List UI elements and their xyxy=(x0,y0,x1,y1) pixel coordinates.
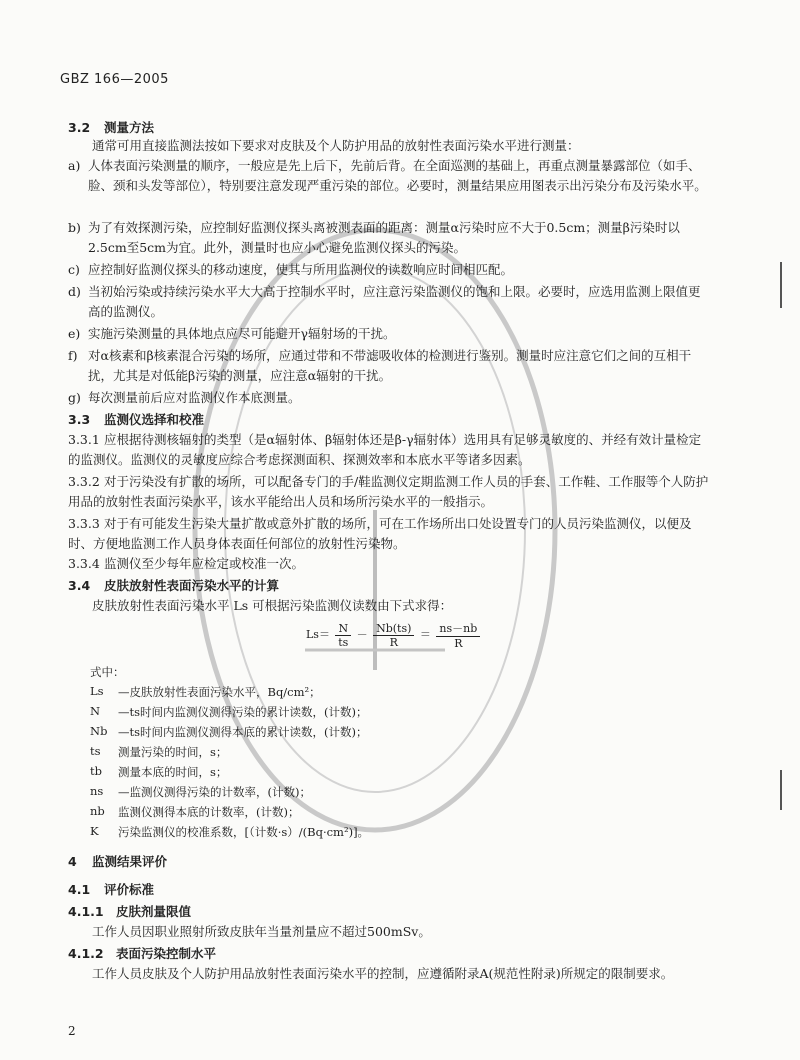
clause-4-1-1-text: 工作人员因职业照射所致皮肤年当量剂量应不超过500mSv。 xyxy=(92,924,431,939)
clause-4-1-2-text: 工作人员皮肤及个人防护用品放射性表面污染水平的控制，应遵循附录A(规范性附录)所规定的限制要求。 xyxy=(92,966,674,981)
section-4-1-1-heading: 4.1.1 皮肤剂量限值 xyxy=(68,904,192,919)
clause-3-3-3: 3.3.3 对于有可能发生污染大量扩散或意外扩散的场所，可在工作场所出口处设置专门的人员污染监测仪，以便及时、方便地监测工作人员身体表面任何部位的放射性污染物。 xyxy=(68,516,692,551)
standard-code: GBZ 166—2005 xyxy=(60,72,169,87)
section-3-2-intro: 通常可用直接监测法按如下要求对皮肤及个人防护用品的放射性表面污染水平进行测量： xyxy=(92,138,580,153)
section-4-1-heading: 4.1 评价标准 xyxy=(68,882,155,897)
list-item-e: e) 实施污染测量的具体地点应尽可能避开γ辐射场的干扰。 xyxy=(68,326,396,341)
section-4-heading: 4 监测结果评价 xyxy=(68,854,168,869)
clause-3-3-4: 3.3.4 监测仪至少每年应检定或校准一次。 xyxy=(68,556,305,571)
list-item-b: b) 为了有效探测污染，应控制好监测仪探头离被测表面的距离：测量α污染时应不大于0.5cm；测量β污染时以2.5cm至5cm为宜。此外，测量时也应小心避免监测仪探头的污染。 xyxy=(68,220,680,255)
list-item-f: f) 对α核素和β核素混合污染的场所，应通过带和不带滤吸收体的检测进行鉴别。测量时应注意它们之间的互相干扰，尤其是对低能β污染的测量，应注意α辐射的干扰。 xyxy=(68,348,692,383)
clause-3-3-1: 3.3.1 应根据待测核辐射的类型（是α辐射体、β辐射体还是β-γ辐射体）选用具有足够灵敏度的、并经有效计量检定的监测仪。监测仪的灵敏度应综合考虑探测面积、探测效率和本底水平等诸多因素。 xyxy=(68,432,702,467)
section-3-3-heading: 3.3 监测仪选择和校准 xyxy=(68,412,205,427)
list-item-c: c) 应控制好监测仪探头的移动速度，使其与所用监测仪的读数响应时间相匹配。 xyxy=(68,262,514,277)
list-item-d: d) 当初始污染或持续污染水平大大高于控制水平时，应注意污染监测仪的饱和上限。必要时，应选用监测上限值更高的监测仪。 xyxy=(68,284,701,319)
page-number: 2 xyxy=(68,1024,76,1038)
document-page: GBZ 166—2005 3.2 测量方法 通常可用直接监测法按如下要求对皮肤及个人防护用品的放射性表面污染水平进行测量： a) 人体表面污染测量的顺序，一般应是先上后下，先前后背。在全面巡测的基础上，再重点测量暴露部位（如手、脸、颈和头发等部位），特别要注意发现严重污染的部位。必要时，测量结果应用图表示出污染分布及污染水平。 b) 为了有效探测污染，应控制好监测仪探头离被测表面的距离：测量α污染时应不大于0.5cm；测量β污染时以2.5cm至5cm为宜。此外，测量时也应小心避免监测仪探头的污染。 c) 应控制好监测仪探头的移动速度，使其与所用监测仪的读数响应时间相匹配。 d) 当初始污染或持续污染水平大大高于控制水平时，应注意污染监测仪的饱和上限。必要时，应选用监测上限值更高的监测仪。 e) 实施污染测量的具体地点应尽可能避开γ辐射场的干扰。 f) 对α核素和β核素混合污染的场所，应通过带和不带滤吸收体的检测进行鉴别。测量时应注意它们之间的互相干扰，尤其是对低能β污染的测量，应注意α辐射的干扰。 g) 每次测量前后应对监测仪作本底测量。 3.3 监测仪选择和校准 3.3.1 应根据待测核辐射的类型（是α辐射体、β辐射体还是β-γ辐射体）选用具有足够灵敏度的、并经有效计量检定的监测仪。监测仪的灵敏度应综合考虑探测面积、探测效率和本底水平等诸多因素。 3.3.2 对于污染没有扩散的场所，可以配备专门的手/鞋监测仪定期监测工作人员的手套、工作鞋、工作服等个人防护用品的放射性表面污染水平，该水平能给出人员和场所污染水平的一般指示。 3.3.3 对于有可能发生污染大量扩散或意外扩散的场所，可在工作场所出口处设置专门的人员污染监测仪，以便及时、方便地监测工作人员身体表面任何部位的放射性污染物。 3.3.4 监测仪至少每年应检定或校准一次。 3.4 皮肤放射性表面污染水平的计算 皮肤放射性表面污染水平 Ls 可根据污染监测仪读数由下式求得： Ls＝ $\frac{N}{ts}$ － $\frac{Nb(ts)}{R}$ ＝ $\frac{ns-nb}{R}$ 式中： Ls —皮肤放射性表面污染水平，Bq/cm²； N —ts时间内监测仪测得污染的累计读数，(计数)； Nb —ts时间内监测仪测得本底的累计读数，(计数)； ts 测量污染的时间，s； tb 测量本底的时间，s； ns —监测仪测得污染的计数率，(计数)； nb 监测仪测得本底的计数率，(计数)； K 污染监测仪的校准系数，[（计数·s）/(Bq·cm²)]。 4 监测结果评价 4.1 评价标准 4.1.1 皮肤剂量限值 工作人员因职业照射所致皮肤年当量剂量应不超过500mSv。 4.1.2 表面污染控制水平 工作人员皮肤及个人防护用品放射性表面污染水平的控制，应遵循附录A(规范性附录)所规定的限制要求。 2 xyxy=(0,0,800,1060)
scan-edge-mark xyxy=(780,770,782,810)
clause-3-3-2: 3.3.2 对于污染没有扩散的场所，可以配备专门的手/鞋监测仪定期监测工作人员的手套、工作鞋、工作服等个人防护用品的放射性表面污染水平，该水平能给出人员和场所污染水平的一般指示。 xyxy=(68,474,709,509)
contamination-formula: Ls＝ $\frac{N}{ts}$ － $\frac{Nb(ts)}{R}$ ＝ $\frac{ns-nb}{R}$ xyxy=(306,620,482,650)
section-4-1-2-heading: 4.1.2 表面污染控制水平 xyxy=(68,946,217,961)
section-3-2-heading: 3.2 测量方法 xyxy=(68,120,155,135)
section-3-4-intro: 皮肤放射性表面污染水平 Ls 可根据污染监测仪读数由下式求得： xyxy=(92,598,453,613)
section-3-4-heading: 3.4 皮肤放射性表面污染水平的计算 xyxy=(68,578,280,593)
scan-edge-mark xyxy=(780,262,782,308)
list-item-g: g) 每次测量前后应对监测仪作本底测量。 xyxy=(68,390,301,405)
where-label: 式中： xyxy=(90,665,125,679)
list-item-a: a) 人体表面污染测量的顺序，一般应是先上后下，先前后背。在全面巡测的基础上，再重点测量暴露部位（如手、脸、颈和头发等部位），特别要注意发现严重污染的部位。必要时，测量结果应用图表示出污染分布及污染水平。 xyxy=(68,158,707,193)
